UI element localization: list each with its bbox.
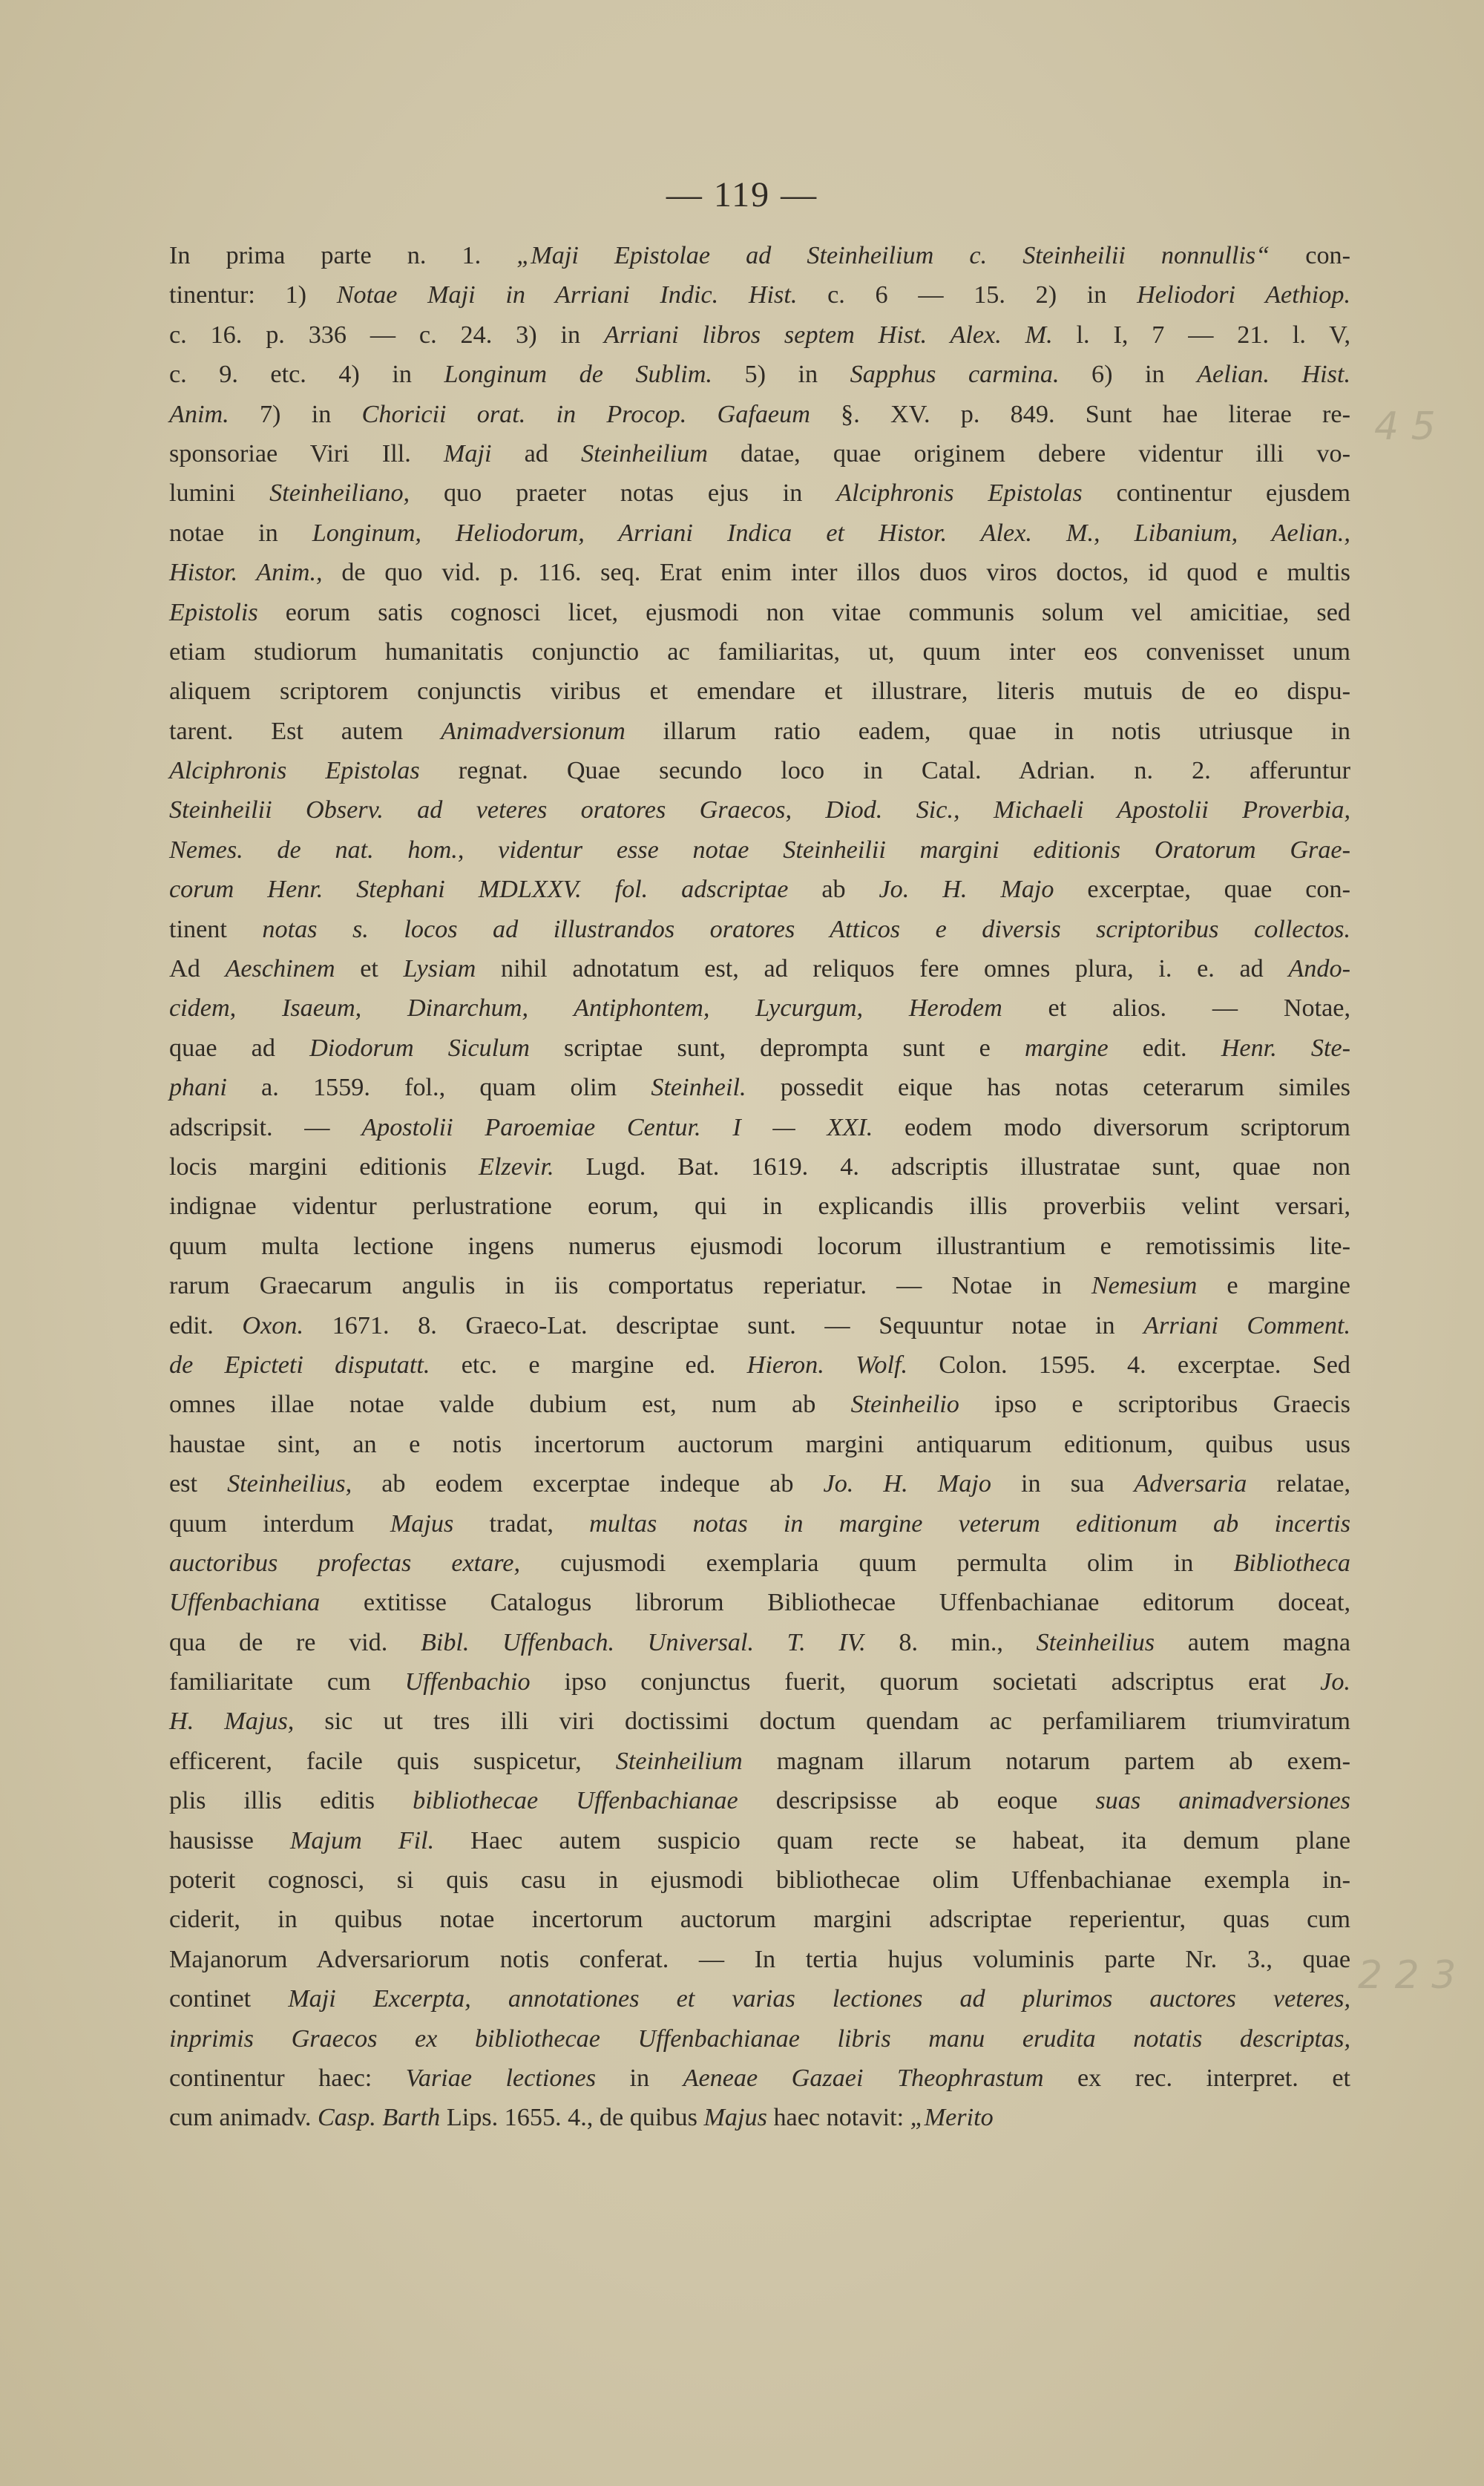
text-line: omnes illae notae valde dubium est, num ab Steinheilio ipso e scriptoribus Graecis: [169, 1391, 1350, 1419]
text-line: H. Majus, sic ut tres illi viri doctissimi doctum quendam ac perfamiliarem triumviratum: [169, 1708, 1350, 1736]
text-line: Uffenbachiana extitisse Catalogus librorum Bibliothecae Uffenbachianae editorum doceat,: [169, 1589, 1350, 1617]
text-line: poterit cognosci, si quis casu in ejusmodi bibliothecae olim Uffenbachianae exempla in-: [169, 1866, 1350, 1895]
text-line: indignae videntur perlustratione eorum, qui in explicandis illis proverbiis velint versari,: [169, 1193, 1350, 1221]
text-line: qua de re vid. Bibl. Uffenbach. Universal. T. IV. 8. min., Steinheilius autem magna: [169, 1628, 1350, 1656]
text-line: Steinheilii Observ. ad veteres oratores Graecos, Diod. Sic., Michaeli Apostolii Proverbia,: [169, 796, 1350, 824]
text-line: tinent notas s. locos ad illustrandos oratores Atticos e diversis scriptoribus collectos.: [169, 915, 1351, 943]
text-line: notae in Longinum, Heliodorum, Arriani Indica et Histor. Alex. M., Libanium, Aelian.,: [169, 519, 1350, 547]
text-line: etiam studiorum humanitatis conjunctio ac familiaritas, ut, quum inter eos convenisset unum: [169, 637, 1350, 666]
text-line: sponsoriae Viri Ill. Maji ad Steinheilium datae, quae originem debere videntur illi vo-: [169, 439, 1350, 468]
text-line: quae ad Diodorum Siculum scriptae sunt, deprompta sunt e margine edit. Henr. Ste-: [169, 1034, 1351, 1062]
text-line: c. 9. etc. 4) in Longinum de Sublim. 5) in Sapphus carmina. 6) in Aelian. Hist.: [169, 361, 1351, 389]
text-line: Histor. Anim., de quo vid. p. 116. seq. Erat enim inter illos duos viros doctos, id quod e multis: [169, 559, 1350, 587]
text-line: Anim. 7) in Choricii orat. in Procop. Gafaeum §. XV. p. 849. Sunt hae literae re-: [169, 400, 1350, 428]
body-text: [169, 236, 1350, 2138]
text-line: continet Maji Excerpta, annotationes et varias lectiones ad plurimos auctores veteres,: [169, 1985, 1350, 2013]
text-line: efficerent, facile quis suspicetur, Steinheilium magnam illarum notarum partem ab exem-: [169, 1747, 1350, 1775]
text-line: Nemes. de nat. hom., videntur esse notae Steinheilii margini editionis Oratorum Grae-: [169, 836, 1350, 864]
text-line: locis margini editionis Elzevir. Lugd. Bat. 1619. 4. adscriptis illustratae sunt, quae non: [169, 1152, 1350, 1181]
text-line: cum animadv. Casp. Barth Lips. 1655. 4., de quibus Majus haec notavit: „Merito: [169, 2104, 994, 2132]
text-line: quum multa lectione ingens numerus ejusmodi locorum illustrantium e remotissimis lite-: [169, 1232, 1350, 1260]
text-line: familiaritate cum Uffenbachio ipso conjunctus fuerit, quorum societati adscriptus erat Jo.: [169, 1668, 1350, 1696]
text-line: ciderit, in quibus notae incertorum auctorum margini adscriptae reperientur, quas cum: [169, 1906, 1350, 1934]
text-line: corum Henr. Stephani MDLXXV. fol. adscriptae ab Jo. H. Majo excerptae, quae con-: [169, 876, 1350, 904]
text-line: est Steinheilius, ab eodem excerptae indeque ab Jo. H. Majo in sua Adversaria relatae,: [169, 1470, 1351, 1498]
text-line: haustae sint, an e notis incertorum auctorum margini antiquarum editionum, quibus usus: [169, 1430, 1350, 1458]
text-line: In prima parte n. 1. „Maji Epistolae ad Steinheilium c. Steinheilii nonnullis“ con-: [169, 242, 1351, 269]
text-line: auctoribus profectas extare, cujusmodi exemplaria quum permulta olim in Bibliotheca: [169, 1549, 1350, 1577]
page-number: — 119 —: [666, 175, 818, 214]
text-line: lumini Steinheiliano, quo praeter notas ejus in Alciphronis Epistolas continentur ejusdem: [169, 479, 1350, 508]
text-line: adscripsit. — Apostolii Paroemiae Centur. I — XXI. eodem modo diversorum scriptorum: [169, 1113, 1350, 1141]
text-line: phani a. 1559. fol., quam olim Steinheil. possedit eique has notas ceterarum similes: [169, 1074, 1350, 1102]
text-line: continentur haec: Variae lectiones in Aeneae Gazaei Theophrastum ex rec. interpret. et: [169, 2064, 1350, 2092]
text-line: rarum Graecarum angulis in iis comportatus reperiatur. — Notae in Nemesium e margine: [169, 1272, 1350, 1300]
text-line: aliquem scriptorem conjunctis viribus et emendare et illustrare, literis mutuis de eo dispu-: [169, 678, 1350, 706]
text-line: Ad Aeschinem et Lysiam nihil adnotatum est, ad reliquos fere omnes plura, i. e. ad Ando-: [169, 955, 1350, 983]
text-line: inprimis Graecos ex bibliothecae Uffenbachianae libris manu erudita notatis descriptas,: [169, 2024, 1350, 2053]
margin-pencil-note: 2 2 3: [1358, 1953, 1457, 1998]
text-line: Epistolis eorum satis cognosci licet, ejusmodi non vitae communis solum vel amicitiae, sed: [169, 598, 1350, 626]
text-line: quum interdum Majus tradat, multas notas in margine veterum editionum ab incertis: [169, 1509, 1351, 1538]
margin-pencil-note: 4 5: [1374, 404, 1436, 449]
text-line: Alciphronis Epistolas regnat. Quae secundo loco in Catal. Adrian. n. 2. afferuntur: [169, 757, 1350, 785]
text-line: plis illis editis bibliothecae Uffenbachianae descripsisse ab eoque suas animadversiones: [169, 1787, 1350, 1815]
text-line: hausisse Majum Fil. Haec autem suspicio quam recte se habeat, ita demum plane: [169, 1826, 1350, 1854]
text-line: de Epicteti disputatt. etc. e margine ed. Hieron. Wolf. Colon. 1595. 4. excerptae. Sed: [169, 1351, 1350, 1379]
text-line: edit. Oxon. 1671. 8. Graeco-Lat. descriptae sunt. — Sequuntur notae in Arriani Comment.: [169, 1311, 1350, 1339]
text-line: Majanorum Adversariorum notis conferat. — In tertia hujus voluminis parte Nr. 3., quae: [169, 1945, 1350, 1973]
text-line: tarent. Est autem Animadversionum illarum ratio eadem, quae in notis utriusque in: [169, 717, 1350, 745]
text-line: c. 16. p. 336 — c. 24. 3) in Arriani libros septem Hist. Alex. M. l. I, 7 — 21. l. V,: [169, 321, 1351, 349]
text-line: tinentur: 1) Notae Maji in Arriani Indic. Hist. c. 6 — 15. 2) in Heliodori Aethiop.: [169, 281, 1351, 309]
text-line: cidem, Isaeum, Dinarchum, Antiphontem, Lycurgum, Herodem et alios. — Notae,: [169, 994, 1350, 1023]
